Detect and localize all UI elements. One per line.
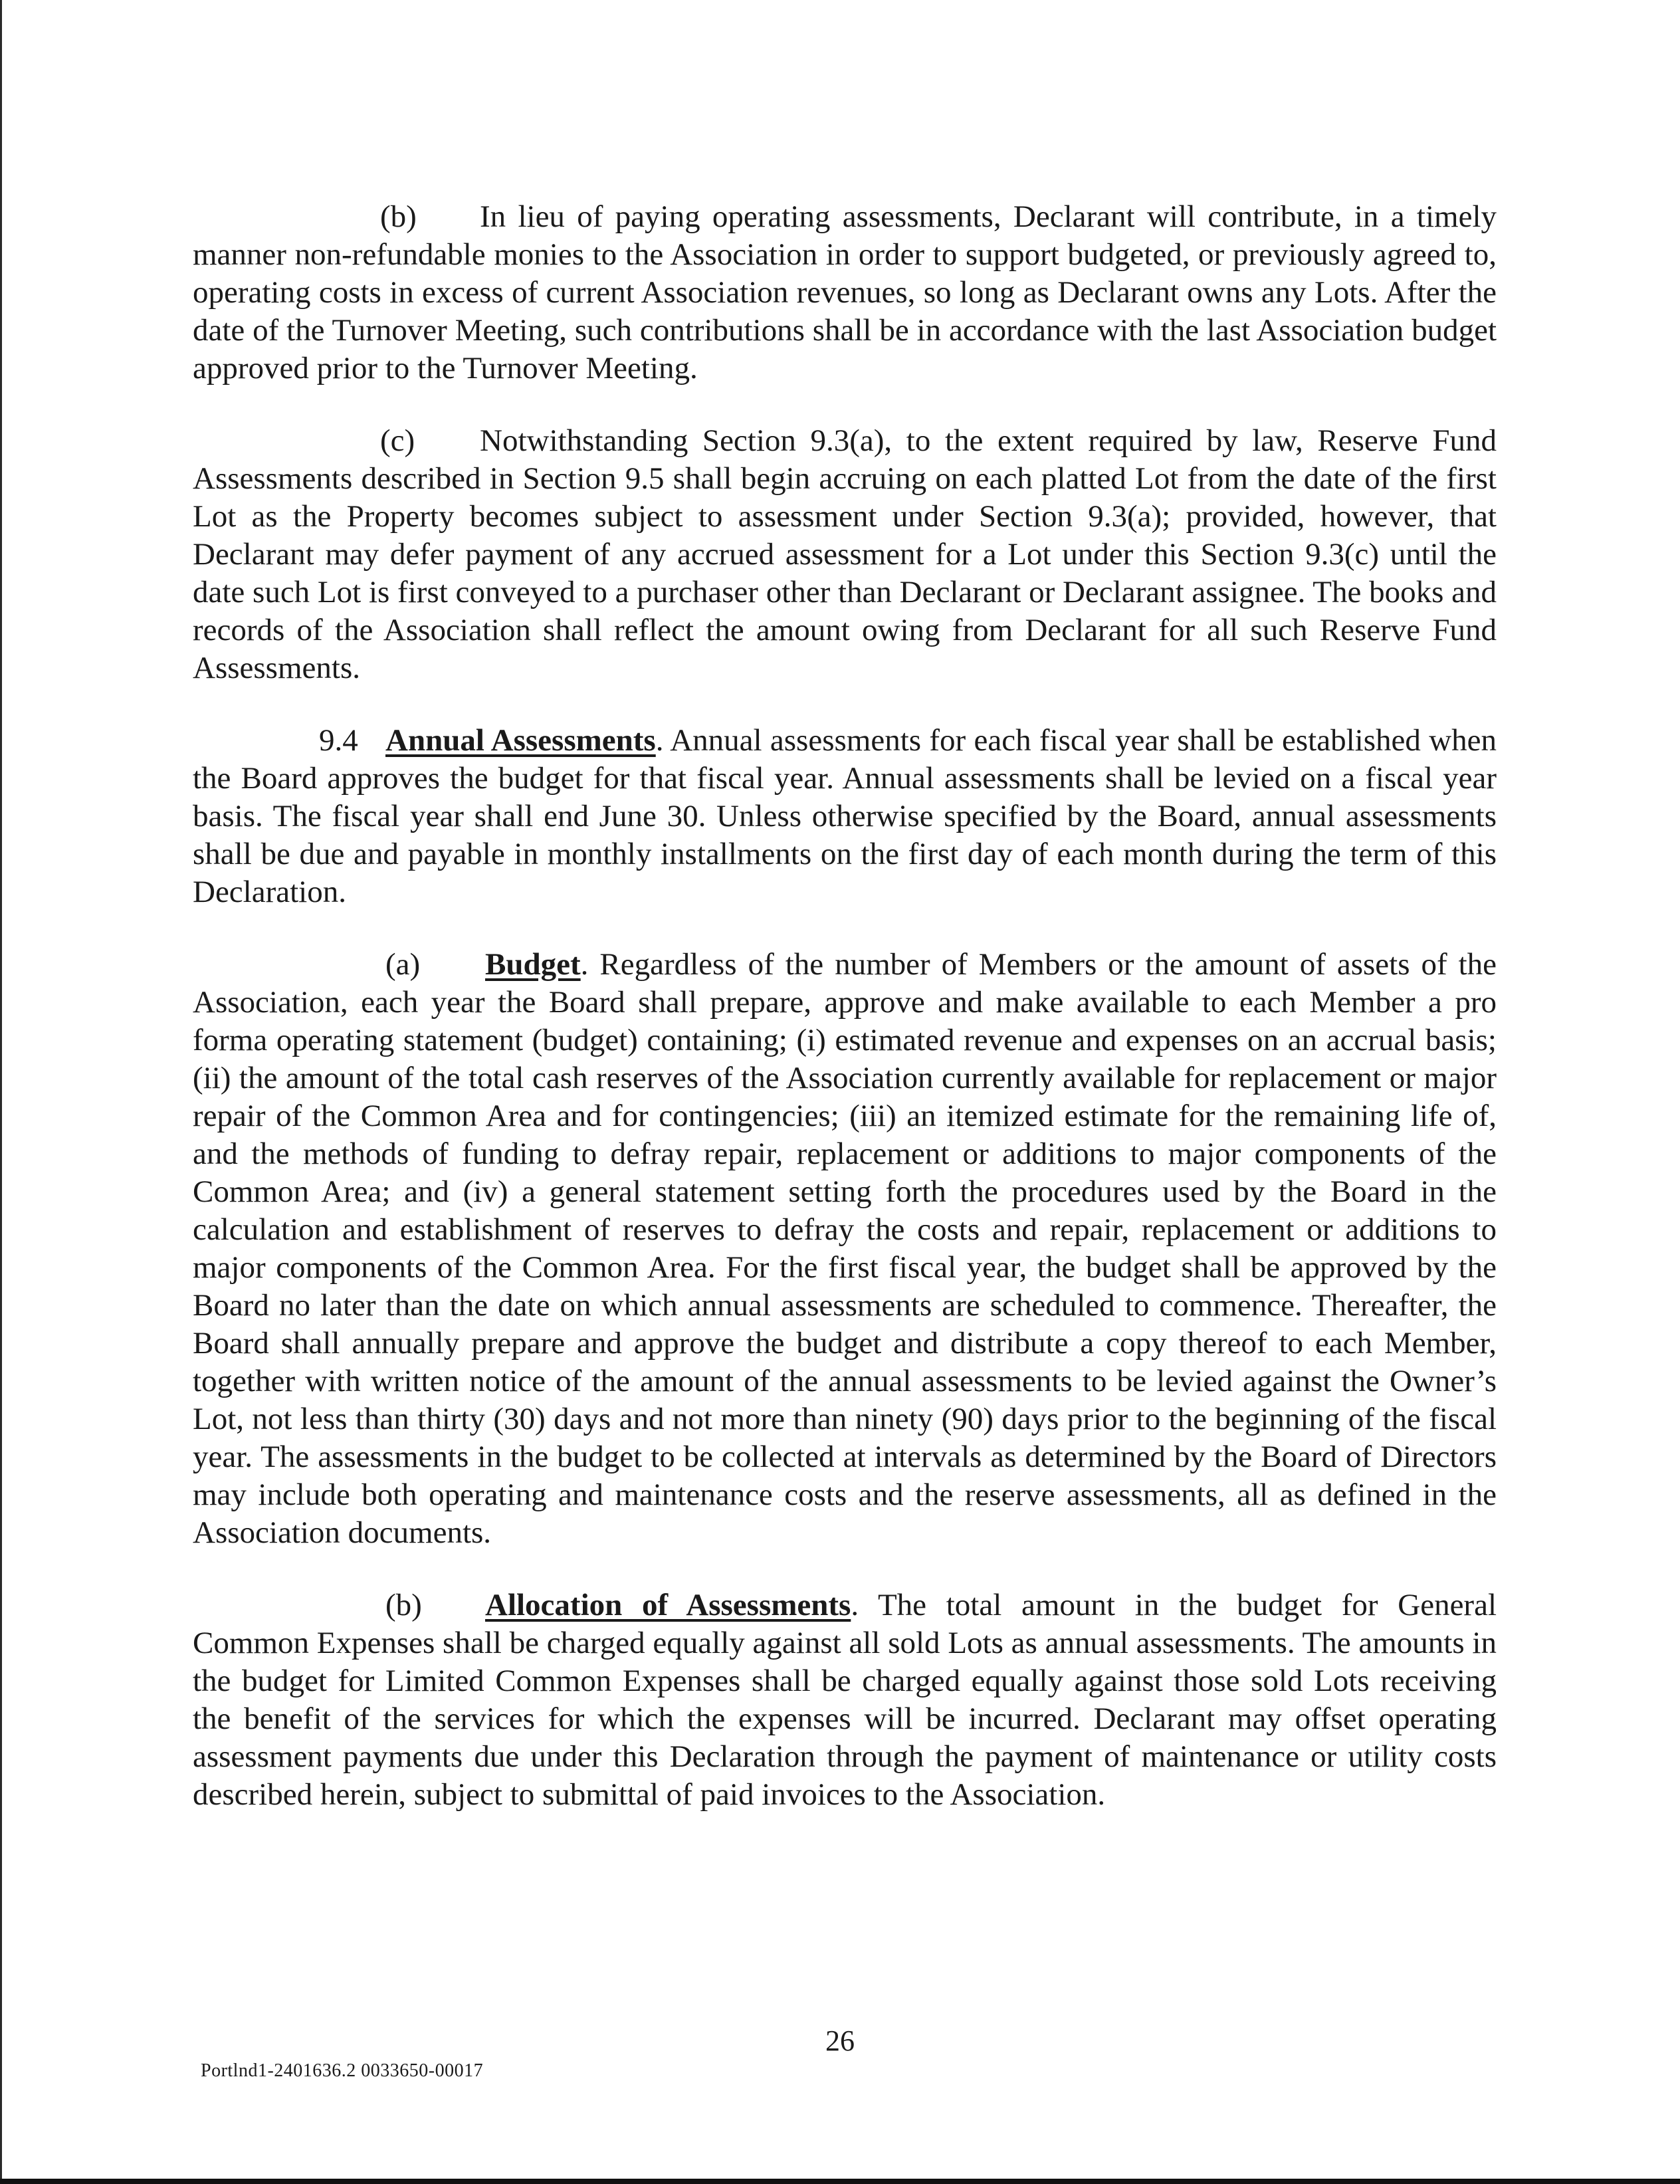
page-number: 26 — [825, 2024, 855, 2057]
paragraph-9-3-b — [193, 198, 1497, 387]
paragraph-9-3-c — [193, 422, 1497, 687]
paragraph-text: Regardless of the number of Members or the amount of assets of the Association, each year the Board shall prepare, approve and make available to each Member a pro forma operating statement (budget) containing; (i) estimated revenue and expenses on an accrual basis; (ii) the amount of the total cash reserves of the Association currently available for replacement or major repair of the Common Area and for contingencies; (iii) an itemized estimate for the remaining life of, and the methods of funding to defray repair, replacement or additions to major components of the Common Area; and (iv) a general statement setting forth the procedures used by the Board in the calculation and establishment of reserves to defray the costs and repair, replacement or additions to major components of the Common Area. For the first fiscal year, the budget shall be approved by the Board no later than the date on which annual assessments are scheduled to commence. Thereafter, the Board shall annually prepare and approve the budget and distribute a copy thereof to each Member, together with written notice of the amount of the annual assessments to be levied against the Owner’s Lot, not less than thirty (30) days and not more than ninety (90) days prior to the beginning of the fiscal year. The assessments in the budget to be collected at intervals as determined by the Board of Directors may include both operating and maintenance costs and the reserve assessments, all as defined in the Association documents. — [193, 947, 1497, 1550]
heading-punctuation: . — [580, 947, 589, 982]
section-heading: Annual Assessments — [385, 723, 656, 758]
paragraph-label: (c) — [380, 423, 415, 458]
heading-punctuation: . — [655, 723, 664, 758]
section-heading: Allocation of Assessments — [485, 1588, 851, 1622]
paragraph-text: Notwithstanding Section 9.3(a), to the extent required by law, Reserve Fund Assessments described in Section 9.5 shall begin accruing on each platted Lot from the date of the first Lot as the Property becomes subject to assessment under Section 9.3(a); provided, however, that Declarant may defer payment of any accrued assessment for a Lot under this Section 9.3(c) until the date such Lot is first conveyed to a purchaser other than Declarant or Declarant assignee. The books and records of the Association shall reflect the amount owing from Declarant for all such Reserve Fund Assessments. — [193, 423, 1497, 685]
paragraph-text: The total amount in the budget for General Common Expenses shall be charged equally against all sold Lots as annual assessments. The amounts in the budget for Limited Common Expenses shall be charged equally against those sold Lots receiving the benefit of the services for which the expenses will be incurred. Declarant may offset operating assessment payments due under this Declaration through the payment of maintenance or utility costs described herein, subject to submittal of paid invoices to the Association. — [193, 1588, 1497, 1812]
section-number: 9.4 — [319, 723, 358, 758]
paragraph-9-4-b — [193, 1586, 1497, 1814]
scan-bottom-edge — [0, 2179, 1680, 2184]
paragraph-text: Annual assessments for each fiscal year shall be established when the Board approves the budget for that fiscal year. Annual assessments shall be levied on a fiscal year basis. The fiscal year shall end June 30. Unless otherwise specified by the Board, annual assessments shall be due and payable in monthly installments on the first day of each month during the term of this Declaration. — [193, 723, 1497, 909]
paragraph-label: (b) — [380, 199, 417, 234]
document-id: Portlnd1-2401636.2 0033650-00017 — [201, 2060, 484, 2081]
paragraph-label: (a) — [385, 947, 421, 982]
section-9-4 — [193, 722, 1497, 911]
paragraph-9-4-a — [193, 946, 1497, 1552]
page-body — [193, 198, 1497, 1848]
heading-punctuation: . — [851, 1588, 859, 1622]
paragraph-text: In lieu of paying operating assessments, Declarant will contribute, in a timely manner non-refundable monies to the Association in order to support budgeted, or previously agreed to, operating costs in excess of current Association revenues, so long as Declarant owns any Lots. After the date of the Turnover Meeting, such contributions shall be in accordance with the last Association budget approved prior to the Turnover Meeting. — [193, 199, 1497, 385]
paragraph-label: (b) — [385, 1588, 422, 1622]
section-heading: Budget — [485, 947, 581, 982]
scan-left-edge — [0, 0, 2, 2184]
